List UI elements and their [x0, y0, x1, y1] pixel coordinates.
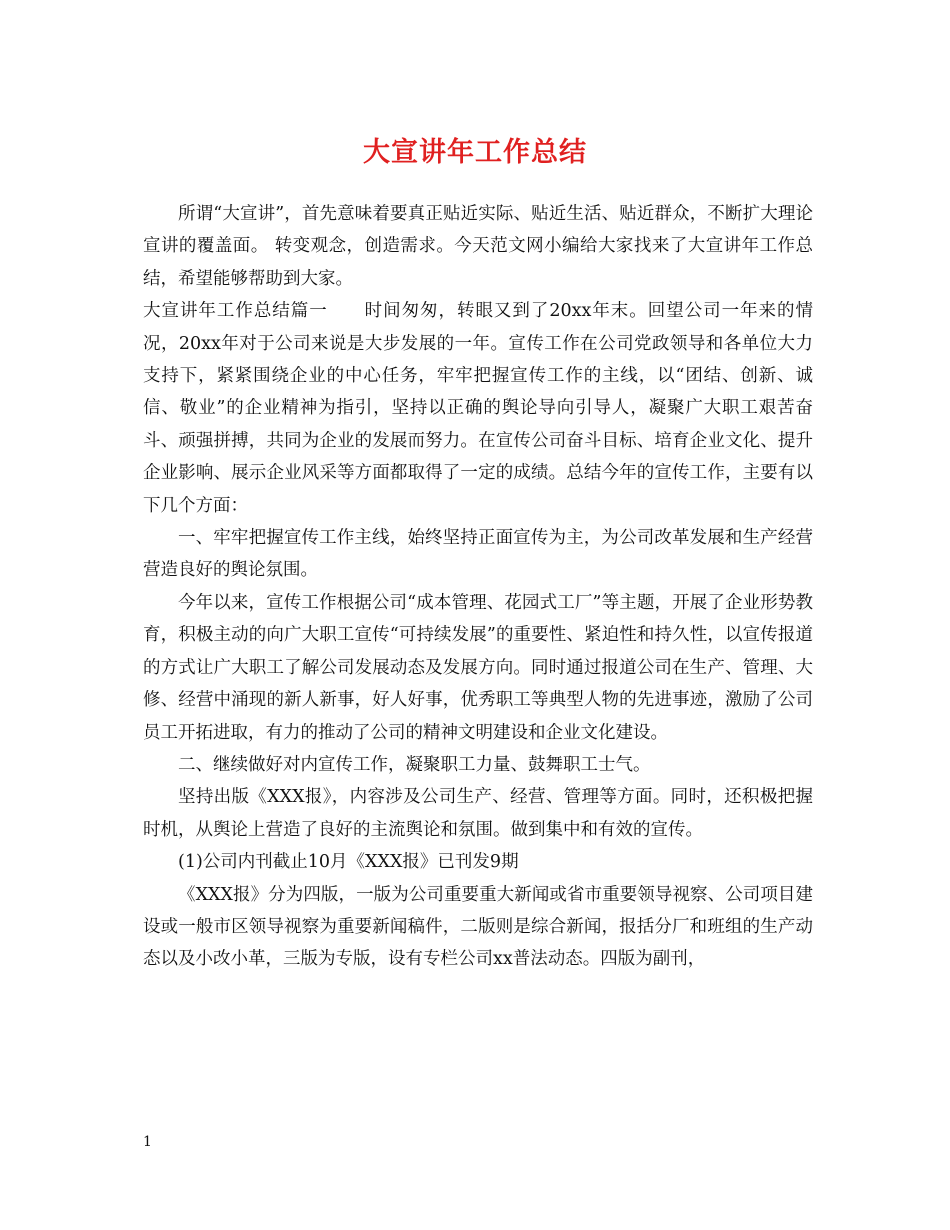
paragraph: 今年以来，宣传工作根据公司“成本管理、花园式工厂”等主题，开展了企业形势教育，积极主动的向广大职工宣传“可持续发展”的重要性、紧迫性和持久性，以宣传报道的方式让广大职工了解公司发展动态及发展方向。同时通过报道公司在生产、管理、大修、经营中涌现的新人新事，好人好事，优秀职工等典型人物的先进事迹，激励了公司员工开拓进取，有力的推动了公司的精神文明建设和企业文化建设。: [143, 592, 813, 743]
paragraph: (1)公司内刊截止10月《XXX报》已刊发9期: [178, 852, 519, 873]
paragraph: 大宣讲年工作总结篇一 时间匆匆，转眼又到了20xx年末。回望公司一年来的情况，20xx年对于公司来说是大步发展的一年。宣传工作在公司党政领导和各单位大力支持下，紧紧围绕企业的中心任务，牢牢把握宣传工作的主线，以“团结、创新、诚信、敬业”的企业精神为指引，坚持以正确的舆论导向引导人，凝聚广大职工艰苦奋斗、顽强拼搏，共同为企业的发展而努力。在宣传公司奋斗目标、培育企业文化、提升企业影响、展示企业风采等方面都取得了一定的成绩。总结今年的宣传工作，主要有以下几个方面：: [143, 301, 813, 516]
page-number: 1: [143, 1134, 152, 1150]
paragraph: 一、牢牢把握宣传工作主线，始终坚持正面宣传为主，为公司改革发展和生产经营营造良好的舆论氛围。: [143, 528, 813, 581]
document-title: 大宣讲年工作总结: [363, 137, 587, 168]
paragraph: 二、继续做好对内宣传工作，凝聚职工力量、鼓舞职工士气。: [178, 754, 651, 775]
paragraph: 所谓“大宣讲”，首先意味着要真正贴近实际、贴近生活、贴近群众，不断扩大理论宣讲的覆盖面。 转变观念，创造需求。今天范文网小编给大家找来了大宣讲年工作总结，希望能够帮助到大家。: [143, 204, 813, 289]
paragraph: 坚持出版《XXX报》，内容涉及公司生产、经营、管理等方面。同时，还积极把握时机，从舆论上营造了良好的主流舆论和氛围。做到集中和有效的宣传。: [143, 787, 813, 840]
document-body: [143, 198, 813, 976]
paragraph: 《XXX报》分为四版，一版为公司重要重大新闻或省市重要领导视察、公司项目建设或一般市区领导视察为重要新闻稿件，二版则是综合新闻，报括分厂和班组的生产动态以及小改小革，三版为专版，设有专栏公司xx普法动态。四版为副刊，: [143, 884, 813, 970]
